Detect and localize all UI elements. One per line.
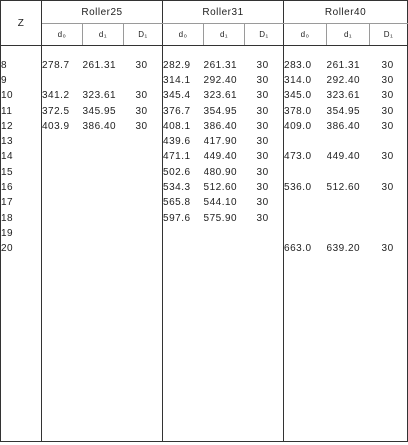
cell-D1: 30 — [245, 165, 284, 180]
cell-D1 — [245, 226, 284, 241]
cell-D1: 30 — [245, 134, 284, 149]
table-row — [1, 180, 408, 195]
cell-D1 — [124, 226, 163, 241]
z-cell: 20 — [1, 241, 42, 256]
cell-D1: 30 — [245, 210, 284, 225]
z-cell: 15 — [1, 165, 42, 180]
table-row — [1, 103, 408, 118]
cell-D1: 30 — [370, 58, 408, 73]
table-row — [1, 119, 408, 134]
cell-d0: 473.0 — [284, 151, 312, 163]
z-cell: 10 — [1, 88, 42, 103]
cell-D1: 30 — [370, 149, 408, 164]
cell-D1: 30 — [245, 180, 284, 195]
cell-D1: 30 — [245, 195, 284, 210]
z-cell: 17 — [1, 195, 42, 210]
cell-d1: 323.61 — [326, 90, 361, 102]
cell-d1: 480.90 — [203, 166, 238, 178]
cell-d0 — [284, 210, 327, 225]
cell-d0 — [163, 226, 204, 241]
cell-d0: 536.0 — [284, 182, 312, 194]
cell-D1: 30 — [245, 119, 284, 134]
cell-D1: 30 — [245, 149, 284, 164]
cell-d1 — [83, 210, 124, 225]
cell-D1 — [124, 149, 163, 164]
cell-d0: 376.7 — [163, 105, 191, 117]
table-row — [1, 195, 408, 210]
table-row — [1, 241, 408, 256]
z-cell: 9 — [1, 73, 42, 88]
sub-header-d1: d₁ — [83, 24, 124, 46]
cell-d1: 386.40 — [326, 120, 361, 132]
cell-d0 — [42, 210, 83, 225]
cell-d1: 323.61 — [82, 90, 117, 102]
sub-header-d0: d₀ — [163, 24, 204, 46]
cell-d1 — [204, 241, 245, 256]
cell-D1: 30 — [124, 88, 163, 103]
cell-d0: 282.9 — [163, 59, 191, 71]
cell-D1: 30 — [245, 58, 284, 73]
cell-d0 — [42, 165, 83, 180]
cell-d1 — [83, 241, 124, 256]
cell-d1: 449.40 — [326, 151, 361, 163]
cell-D1 — [370, 226, 408, 241]
cell-D1: 30 — [124, 58, 163, 73]
table-row — [1, 226, 408, 241]
z-cell: 11 — [1, 103, 42, 118]
cell-d0: 314.1 — [163, 74, 191, 86]
sub-header-d1: d₁ — [327, 24, 370, 46]
z-header: Z — [1, 1, 42, 46]
cell-d0: 403.9 — [42, 120, 70, 132]
sub-header-D1: D₁ — [370, 24, 408, 46]
cell-d1 — [83, 195, 124, 210]
cell-d0: 439.6 — [163, 136, 191, 148]
cell-d0 — [42, 180, 83, 195]
cell-d0: 345.0 — [284, 90, 312, 102]
cell-d1 — [83, 180, 124, 195]
filler-row — [1, 256, 408, 441]
cell-d1: 512.60 — [203, 182, 238, 194]
cell-d1 — [83, 149, 124, 164]
cell-D1 — [124, 165, 163, 180]
cell-d0: 345.4 — [163, 90, 191, 102]
table-row — [1, 149, 408, 164]
cell-D1: 30 — [370, 241, 408, 256]
z-cell: 18 — [1, 210, 42, 225]
table-row — [1, 165, 408, 180]
cell-d0: 283.0 — [284, 59, 312, 71]
cell-d0: 314.0 — [284, 74, 312, 86]
cell-D1: 30 — [370, 180, 408, 195]
cell-d1 — [327, 226, 370, 241]
z-cell: 12 — [1, 119, 42, 134]
cell-d0: 408.1 — [163, 120, 191, 132]
cell-D1 — [124, 241, 163, 256]
cell-d0: 663.0 — [284, 243, 312, 255]
cell-D1: 30 — [124, 119, 163, 134]
sub-header-d1: d₁ — [204, 24, 245, 46]
cell-d0 — [284, 195, 327, 210]
cell-d0 — [42, 149, 83, 164]
cell-D1 — [370, 165, 408, 180]
cell-d1: 512.60 — [326, 182, 361, 194]
cell-D1 — [245, 241, 284, 256]
table-row — [1, 58, 408, 73]
cell-d1: 292.40 — [203, 74, 238, 86]
cell-d1: 544.10 — [203, 197, 238, 209]
cell-d1: 261.31 — [203, 59, 238, 71]
cell-D1 — [124, 134, 163, 149]
cell-d0: 341.2 — [42, 90, 70, 102]
cell-D1: 30 — [245, 88, 284, 103]
cell-d1: 639.20 — [326, 243, 361, 255]
cell-d0 — [42, 226, 83, 241]
cell-D1: 30 — [245, 103, 284, 118]
cell-d0: 278.7 — [42, 59, 70, 71]
cell-d1: 354.95 — [203, 105, 238, 117]
cell-d1: 449.40 — [203, 151, 238, 163]
group-header-roller31: Roller31 — [163, 1, 284, 24]
group-header-roller40: Roller40 — [284, 1, 408, 24]
cell-d0 — [163, 241, 204, 256]
cell-D1: 30 — [370, 88, 408, 103]
cell-d0 — [42, 73, 83, 88]
cell-d0 — [42, 241, 83, 256]
table-row — [1, 134, 408, 149]
z-cell: 16 — [1, 180, 42, 195]
cell-d0: 597.6 — [163, 212, 191, 224]
cell-d1 — [83, 134, 124, 149]
table-row — [1, 210, 408, 225]
cell-d1: 354.95 — [326, 105, 361, 117]
cell-d1 — [83, 226, 124, 241]
cell-D1: 30 — [370, 119, 408, 134]
cell-D1 — [370, 210, 408, 225]
cell-D1: 30 — [370, 73, 408, 88]
cell-D1: 30 — [245, 73, 284, 88]
z-cell: 8 — [1, 58, 42, 73]
cell-d1: 261.31 — [82, 59, 117, 71]
cell-d1: 261.31 — [326, 59, 361, 71]
cell-D1: 30 — [370, 103, 408, 118]
z-cell: 13 — [1, 134, 42, 149]
cell-d1: 292.40 — [326, 74, 361, 86]
cell-D1 — [370, 195, 408, 210]
cell-d1: 386.40 — [82, 120, 117, 132]
cell-d1: 417.90 — [203, 136, 238, 148]
top-padding-row — [1, 46, 408, 58]
cell-d0: 409.0 — [284, 120, 312, 132]
cell-d0 — [284, 134, 327, 149]
cell-d1 — [327, 134, 370, 149]
cell-d1: 345.95 — [82, 105, 117, 117]
cell-d1: 575.90 — [203, 212, 238, 224]
cell-D1 — [124, 180, 163, 195]
cell-d0: 471.1 — [163, 151, 191, 163]
sub-header-d0: d₀ — [42, 24, 83, 46]
table-row — [1, 73, 408, 88]
table-body — [1, 46, 408, 442]
cell-d1 — [327, 195, 370, 210]
cell-d0: 565.8 — [163, 197, 191, 209]
sub-header-D1: D₁ — [124, 24, 163, 46]
cell-d1 — [83, 73, 124, 88]
cell-D1: 30 — [124, 103, 163, 118]
table-row — [1, 88, 408, 103]
cell-D1 — [370, 134, 408, 149]
cell-d0 — [42, 195, 83, 210]
z-cell: 14 — [1, 149, 42, 164]
cell-d1 — [204, 226, 245, 241]
group-header-roller25: Roller25 — [42, 1, 163, 24]
cell-d1 — [327, 210, 370, 225]
cell-d1 — [327, 165, 370, 180]
cell-d0: 502.6 — [163, 166, 191, 178]
cell-D1 — [124, 195, 163, 210]
cell-d1: 386.40 — [203, 120, 238, 132]
sub-header-d0: d₀ — [284, 24, 327, 46]
cell-d1: 323.61 — [203, 90, 238, 102]
cell-D1 — [124, 210, 163, 225]
z-cell: 19 — [1, 226, 42, 241]
cell-d0: 378.0 — [284, 105, 312, 117]
cell-d0: 534.3 — [163, 182, 191, 194]
sub-header-D1: D₁ — [245, 24, 284, 46]
cell-d0 — [42, 134, 83, 149]
cell-D1 — [124, 73, 163, 88]
cell-d1 — [83, 165, 124, 180]
cell-d0 — [284, 165, 327, 180]
cell-d0: 372.5 — [42, 105, 70, 117]
cell-d0 — [284, 226, 327, 241]
